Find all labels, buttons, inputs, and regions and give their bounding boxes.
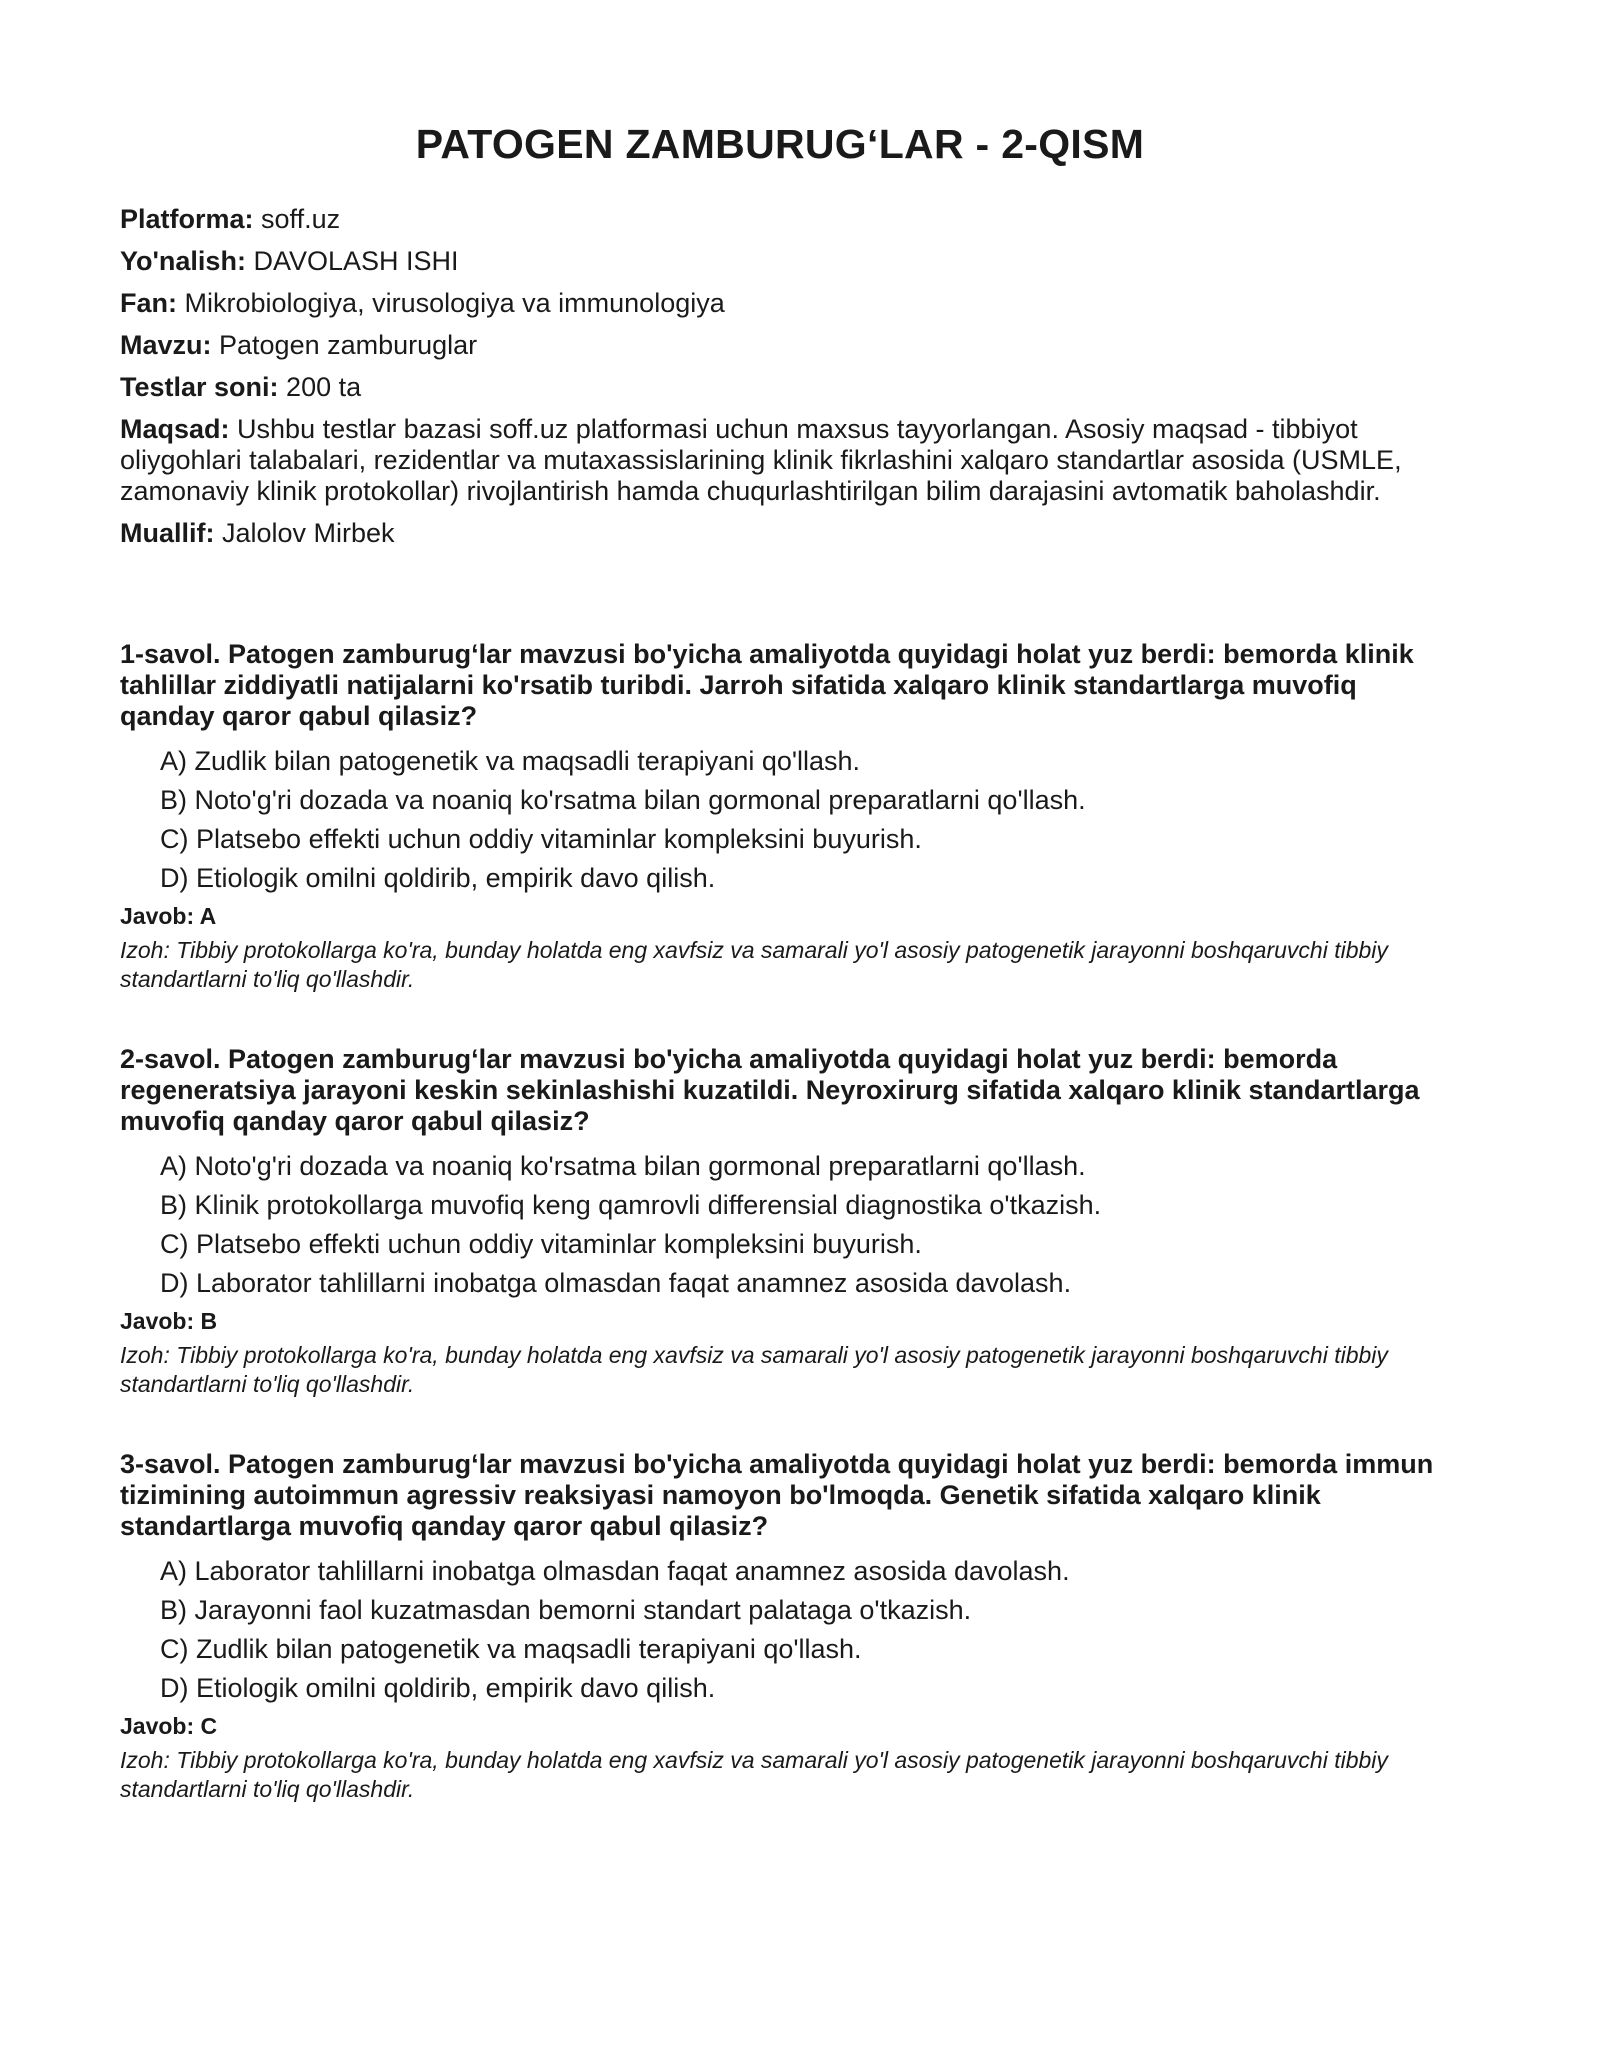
question-3 bbox=[120, 1449, 1440, 1804]
meta-label: Platforma: bbox=[120, 204, 254, 234]
option-b: B) Klinik protokollarga muvofiq keng qamrovli differensial diagnostika o'tkazish. bbox=[160, 1190, 1102, 1220]
document-page bbox=[120, 120, 1440, 1804]
answer-label: Javob: A bbox=[120, 903, 217, 929]
meta-value: Jalolov Mirbek bbox=[214, 518, 395, 548]
meta-value: 200 ta bbox=[278, 372, 362, 402]
meta-value: Ushbu testlar bazasi soff.uz platformasi uchun maxsus tayyorlangan. Asosiy maqsad - tibbiyot oliygohlari talabalari, rezidentlar va mutaxassislarining klinik fikrlashini xalqaro standartlar asosida (USMLE, zamonaviy klinik protokollar) rivojlantirish hamda chuqurlashtirilgan bilim darajasini avtomatik baholashdir. bbox=[120, 414, 1402, 506]
question-text: 2-savol. Patogen zamburug‘lar mavzusi bo'yicha amaliyotda quyidagi holat yuz berdi: bemorda regeneratsiya jarayoni keskin sekinlashishi kuzatildi. Neyroxirurg sifatida xalqaro klinik standartlarga muvofiq qanday qaror qabul qilasiz? bbox=[120, 1044, 1420, 1136]
meta-value: soff.uz bbox=[253, 204, 341, 234]
section-spacer bbox=[120, 560, 1440, 639]
meta-test-count bbox=[120, 372, 1440, 403]
meta-value: Mikrobiologiya, virusologiya va immunologiya bbox=[177, 288, 725, 318]
meta-author bbox=[120, 518, 1440, 549]
explanation-text: Izoh: Tibbiy protokollarga ko'ra, bunday holatda eng xavfsiz va samarali yo'l asosiy patogenetik jarayonni boshqaruvchi tibbiy standartlarni to'liq qo'llashdir. bbox=[120, 937, 1388, 992]
option-list bbox=[120, 746, 1440, 894]
meta-subject bbox=[120, 288, 1440, 319]
meta-label: Muallif: bbox=[120, 518, 215, 548]
answer-label: Javob: B bbox=[120, 1308, 218, 1334]
option-a: A) Noto'g'ri dozada va noaniq ko'rsatma bilan gormonal preparatlarni qo'llash. bbox=[160, 1151, 1086, 1181]
option-a: A) Zudlik bilan patogenetik va maqsadli terapiyani qo'llash. bbox=[160, 746, 861, 776]
meta-platform bbox=[120, 204, 1440, 235]
option-c: C) Zudlik bilan patogenetik va maqsadli terapiyani qo'llash. bbox=[160, 1634, 862, 1664]
meta-label: Mavzu: bbox=[120, 330, 212, 360]
question-spacer bbox=[120, 994, 1440, 1044]
meta-label: Yo'nalish: bbox=[120, 246, 246, 276]
explanation-text: Izoh: Tibbiy protokollarga ko'ra, bunday holatda eng xavfsiz va samarali yo'l asosiy patogenetik jarayonni boshqaruvchi tibbiy standartlarni to'liq qo'llashdir. bbox=[120, 1342, 1388, 1397]
option-list bbox=[120, 1556, 1440, 1704]
meta-section bbox=[120, 204, 1440, 549]
explanation-text: Izoh: Tibbiy protokollarga ko'ra, bunday holatda eng xavfsiz va samarali yo'l asosiy patogenetik jarayonni boshqaruvchi tibbiy standartlarni to'liq qo'llashdir. bbox=[120, 1747, 1388, 1802]
option-b: B) Noto'g'ri dozada va noaniq ko'rsatma bilan gormonal preparatlarni qo'llash. bbox=[160, 785, 1086, 815]
document-title: PATOGEN ZAMBURUG‘LAR - 2-QISM bbox=[415, 121, 1145, 167]
option-b: B) Jarayonni faol kuzatmasdan bemorni standart palataga o'tkazish. bbox=[160, 1595, 972, 1625]
option-a: A) Laborator tahlillarni inobatga olmasdan faqat anamnez asosida davolash. bbox=[160, 1556, 1070, 1586]
question-2 bbox=[120, 1044, 1440, 1399]
option-c: C) Platsebo effekti uchun oddiy vitaminlar kompleksini buyurish. bbox=[160, 824, 922, 854]
option-d: D) Etiologik omilni qoldirib, empirik davo qilish. bbox=[160, 1673, 716, 1703]
meta-purpose bbox=[120, 414, 1440, 507]
question-text: 1-savol. Patogen zamburug‘lar mavzusi bo'yicha amaliyotda quyidagi holat yuz berdi: bemorda klinik tahlillar ziddiyatli natijalarni ko'rsatib turibdi. Jarroh sifatida xalqaro klinik standartlarga muvofiq qanday qaror qabul qilasiz? bbox=[120, 639, 1414, 731]
question-text: 3-savol. Patogen zamburug‘lar mavzusi bo'yicha amaliyotda quyidagi holat yuz berdi: bemorda immun tizimining autoimmun agressiv reaksiyasi namoyon bo'lmoqda. Genetik sifatida xalqaro klinik standartlarga muvofiq qanday qaror qabul qilasiz? bbox=[120, 1449, 1434, 1541]
meta-topic bbox=[120, 330, 1440, 361]
answer-label: Javob: C bbox=[120, 1713, 218, 1739]
option-c: C) Platsebo effekti uchun oddiy vitaminlar kompleksini buyurish. bbox=[160, 1229, 922, 1259]
question-spacer bbox=[120, 1399, 1440, 1449]
question-1 bbox=[120, 639, 1440, 994]
meta-value: DAVOLASH ISHI bbox=[245, 246, 459, 276]
meta-direction bbox=[120, 246, 1440, 277]
option-d: D) Laborator tahlillarni inobatga olmasdan faqat anamnez asosida davolash. bbox=[160, 1268, 1072, 1298]
meta-label: Fan: bbox=[120, 288, 177, 318]
meta-value: Patogen zamburuglar bbox=[211, 330, 478, 360]
option-d: D) Etiologik omilni qoldirib, empirik davo qilish. bbox=[160, 863, 716, 893]
option-list bbox=[120, 1151, 1440, 1299]
meta-label: Testlar soni: bbox=[120, 372, 279, 402]
meta-label: Maqsad: bbox=[120, 414, 230, 444]
